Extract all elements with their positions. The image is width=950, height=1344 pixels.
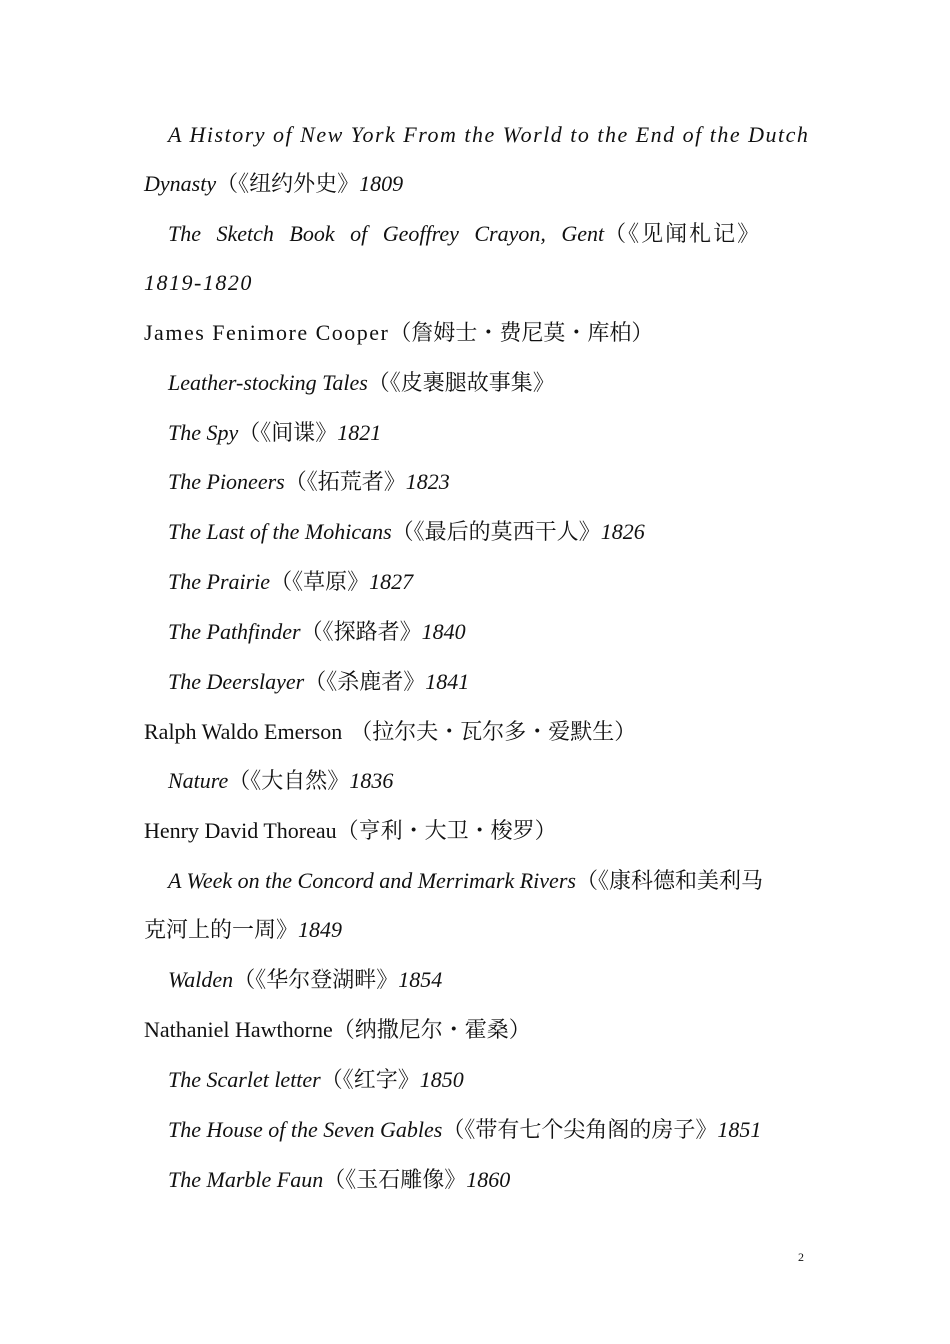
author-name: Henry David Thoreau bbox=[144, 818, 337, 843]
author-name: Nathaniel Hawthorne bbox=[144, 1017, 333, 1042]
work-entry bbox=[168, 368, 555, 398]
work-chinese-title: （《杀鹿者》 bbox=[304, 669, 426, 694]
work-year: 1840 bbox=[421, 619, 466, 644]
work-title: The Deerslayer bbox=[168, 669, 305, 694]
work-chinese-title: （《草原》 bbox=[270, 569, 370, 594]
work-year: 1819-1820 bbox=[144, 270, 253, 295]
work-chinese-title: （《皮裹腿故事集》 bbox=[367, 370, 555, 395]
work-entry bbox=[168, 617, 466, 647]
work-entry bbox=[168, 866, 763, 896]
work-chinese-title: （《探路者》 bbox=[300, 619, 422, 644]
work-year: 1836 bbox=[349, 768, 394, 793]
work-entry bbox=[168, 667, 469, 697]
work-year: 1851 bbox=[717, 1117, 762, 1142]
work-title: The Scarlet letter bbox=[168, 1067, 321, 1092]
author-entry bbox=[144, 717, 636, 747]
work-entry bbox=[168, 418, 381, 448]
author-entry bbox=[144, 816, 557, 846]
work-year: 1849 bbox=[298, 917, 343, 942]
work-title: The Last of the Mohicans bbox=[168, 519, 392, 544]
author-chinese-name: （亨利・大卫・梭罗） bbox=[336, 818, 557, 843]
work-year: 1823 bbox=[405, 469, 450, 494]
work-chinese-title: （《玉石雕像》 bbox=[323, 1167, 467, 1192]
work-title: The House of the Seven Gables bbox=[168, 1117, 443, 1142]
work-title: Nature bbox=[168, 768, 229, 793]
work-title-cont: Dynasty bbox=[144, 171, 217, 196]
work-title: A History of New York From the World to the End of the Dutch bbox=[168, 122, 810, 147]
work-title-line bbox=[168, 120, 810, 150]
work-chinese-title: （《最后的莫西干人》 bbox=[391, 519, 601, 544]
work-year: 1809 bbox=[359, 171, 404, 196]
work-chinese-title: （《大自然》 bbox=[228, 768, 350, 793]
work-year: 1860 bbox=[466, 1167, 511, 1192]
author-name: James Fenimore Cooper bbox=[144, 320, 390, 345]
author-entry bbox=[144, 1015, 531, 1045]
work-entry bbox=[168, 517, 645, 547]
work-title: Walden bbox=[168, 967, 234, 992]
work-year-line bbox=[144, 268, 253, 298]
work-year: 1827 bbox=[369, 569, 414, 594]
author-chinese-name: （纳撒尼尔・霍桑） bbox=[332, 1017, 531, 1042]
work-title: The Sketch Book of Geoffrey Crayon, Gent bbox=[168, 221, 605, 246]
work-chinese-title-cont: 克河上的一周》 bbox=[144, 917, 299, 942]
author-entry bbox=[144, 318, 653, 348]
author-chinese-name: （詹姆士・费尼莫・库柏） bbox=[389, 320, 654, 345]
author-name: Ralph Waldo Emerson bbox=[144, 719, 343, 744]
page-number: 2 bbox=[798, 1250, 804, 1264]
work-entry bbox=[168, 766, 393, 796]
work-entry-cont bbox=[144, 915, 342, 945]
author-chinese-name: （拉尔夫・瓦尔多・爱默生） bbox=[350, 719, 637, 744]
work-year: 1821 bbox=[337, 420, 382, 445]
work-chinese-title: （《见闻札记》 bbox=[604, 221, 762, 246]
work-entry bbox=[168, 965, 442, 995]
work-chinese-title: （《康科德和美利马 bbox=[575, 868, 763, 893]
work-year: 1826 bbox=[600, 519, 645, 544]
work-chinese-title: （《纽约外史》 bbox=[216, 171, 360, 196]
work-entry bbox=[168, 1165, 510, 1195]
work-chinese-title: （《间谍》 bbox=[238, 420, 338, 445]
work-year: 1841 bbox=[425, 669, 470, 694]
work-chinese-title: （《华尔登湖畔》 bbox=[233, 967, 399, 992]
work-title: A Week on the Concord and Merrimark Rivers bbox=[168, 868, 576, 893]
work-entry bbox=[168, 219, 761, 249]
work-entry bbox=[168, 567, 413, 597]
work-chinese-title: （《带有七个尖角阁的房子》 bbox=[442, 1117, 718, 1142]
work-chinese-title: （《红字》 bbox=[320, 1067, 420, 1092]
work-title: The Prairie bbox=[168, 569, 271, 594]
work-title: The Marble Faun bbox=[168, 1167, 324, 1192]
work-title: Leather-stocking Tales bbox=[168, 370, 368, 395]
work-year: 1850 bbox=[419, 1067, 464, 1092]
work-title: The Pathfinder bbox=[168, 619, 301, 644]
work-year: 1854 bbox=[398, 967, 443, 992]
work-chinese-title: （《拓荒者》 bbox=[284, 469, 406, 494]
work-entry bbox=[168, 467, 450, 497]
work-title: The Spy bbox=[168, 420, 239, 445]
work-title: The Pioneers bbox=[168, 469, 285, 494]
work-entry bbox=[168, 1065, 464, 1095]
work-entry bbox=[168, 1115, 761, 1145]
work-entry bbox=[144, 169, 403, 199]
